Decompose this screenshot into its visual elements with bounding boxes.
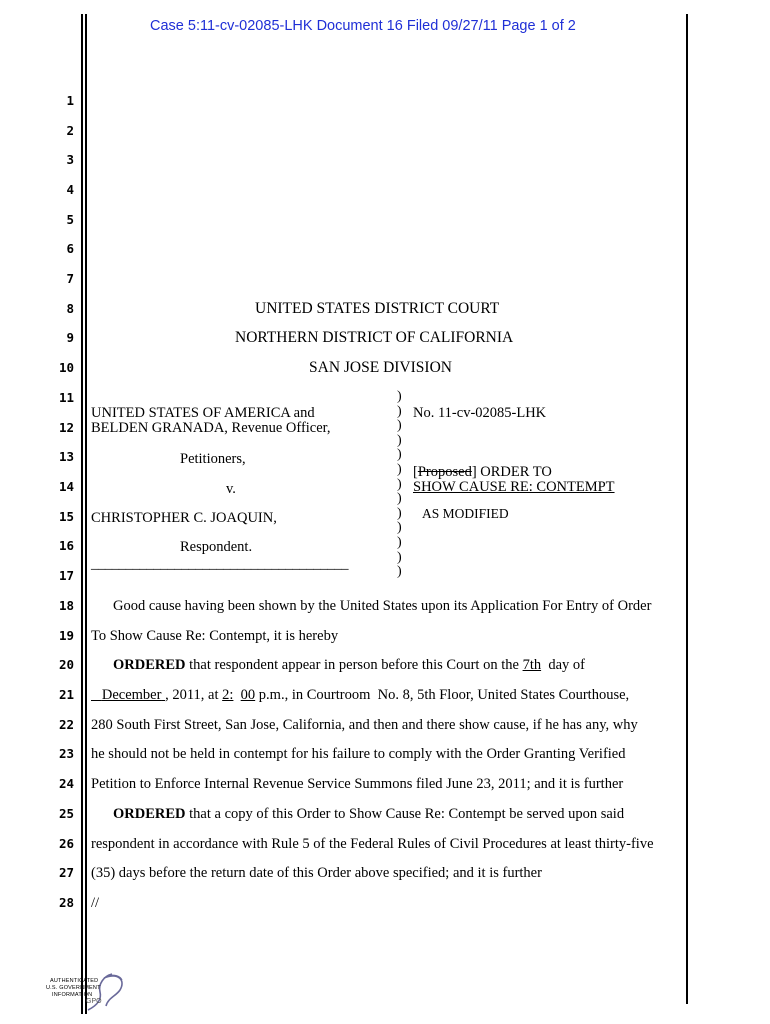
- line-number: 27: [58, 865, 74, 880]
- ordered-bold-2: ORDERED: [113, 806, 186, 822]
- caption-paren: ): [397, 432, 402, 448]
- line-number: 7: [66, 271, 74, 286]
- line-number: 8: [66, 301, 74, 316]
- title-struck-word: Proposed: [417, 464, 472, 480]
- order-line-27: (35) days before the return date of this Order above specified; and it is further: [91, 865, 542, 881]
- caption-paren: ): [397, 462, 402, 477]
- line-number: 24: [58, 776, 74, 791]
- line-number: 6: [66, 241, 74, 256]
- order-line-18: Good cause having been shown by the United States upon its Application For Entry of Order: [113, 598, 652, 614]
- seal-text-3: INFORMATION: [52, 992, 93, 998]
- order-line-19: To Show Cause Re: Contempt, it is hereby: [91, 628, 339, 644]
- caption-paren: ): [397, 476, 402, 492]
- l21-text-a: , 2011, at: [165, 687, 223, 703]
- order-line-22: 280 South First Street, San Jose, California, and then and there show cause, if he has any, why: [91, 717, 638, 733]
- l21-text-b: p.m., in Courtroom No. 8, 5th Floor, United States Courthouse,: [255, 687, 630, 703]
- line-number: 3: [66, 152, 74, 167]
- line-number: 25: [58, 806, 74, 821]
- seal-gpo-mark: GPO: [86, 998, 102, 1005]
- line-number: 28: [58, 895, 74, 910]
- line-number: 14: [58, 479, 74, 494]
- gpo-authentication-seal: [46, 970, 136, 1014]
- order-line-25: [113, 806, 624, 823]
- left-margin-rule-outer: [81, 14, 83, 1014]
- line-number: 16: [58, 538, 74, 553]
- respondent-name: CHRISTOPHER C. JOAQUIN,: [91, 510, 277, 526]
- line-number: 21: [58, 687, 74, 702]
- court-district: NORTHERN DISTRICT OF CALIFORNIA: [235, 329, 514, 346]
- line-number: 2: [66, 123, 74, 138]
- petitioners-label: Petitioners,: [180, 451, 246, 467]
- left-margin-rule-inner: [85, 14, 87, 1014]
- line-number: 17: [58, 568, 74, 583]
- versus: v.: [226, 481, 236, 497]
- petitioner-line-2: BELDEN GRANADA, Revenue Officer,: [91, 420, 331, 436]
- line-number: 19: [58, 628, 74, 643]
- case-number: No. 11-cv-02085-LHK: [413, 405, 547, 421]
- caption-paren: ): [397, 389, 402, 404]
- hearing-day: 7th: [522, 657, 542, 673]
- l20-text-a: that respondent appear in person before this Court on the: [185, 657, 523, 673]
- line-number: 12: [58, 420, 74, 435]
- l25-text: that a copy of this Order to Show Cause Re: Contempt be served upon said: [185, 806, 625, 822]
- line-number: 23: [58, 746, 74, 761]
- caption-paren: ): [397, 505, 402, 521]
- caption-paren: ): [397, 491, 402, 507]
- seal-text-2: U.S. GOVERNMENT: [46, 985, 101, 991]
- petitioner-line-1: UNITED STATES OF AMERICA and: [91, 405, 315, 421]
- line-number: 5: [66, 212, 74, 227]
- order-line-20: [113, 657, 585, 674]
- caption-paren: ): [397, 447, 402, 463]
- hearing-month: December: [101, 687, 162, 703]
- order-line-21: [91, 687, 629, 704]
- caption-paren: ): [397, 520, 402, 536]
- hearing-hour: 2:: [222, 687, 234, 703]
- order-line-24: Petition to Enforce Internal Revenue Service Summons filed June 23, 2011; and it is further: [91, 776, 624, 792]
- line-number: 4: [66, 182, 74, 197]
- line-number: 13: [58, 449, 74, 464]
- line-number: 1: [66, 93, 74, 108]
- order-line-28: //: [91, 895, 100, 911]
- line-number: 11: [58, 390, 74, 405]
- line-number: 20: [58, 657, 74, 672]
- title-open-bracket: [: [413, 464, 418, 480]
- caption-paren: ): [397, 549, 402, 565]
- order-line-23: he should not be held in contempt for his failure to comply with the Order Granting Verified: [91, 746, 626, 762]
- right-margin-rule: [686, 14, 688, 1004]
- ecf-header-stamp: Case 5:11-cv-02085-LHK Document 16 Filed 09/27/11 Page 1 of 2: [150, 18, 576, 34]
- caption-underline: _____________________________________: [91, 556, 349, 572]
- court-division: SAN JOSE DIVISION: [309, 359, 452, 376]
- line-number: 9: [66, 330, 74, 345]
- line-number: 15: [58, 509, 74, 524]
- hearing-minute: 00: [240, 687, 256, 703]
- title-close: ] ORDER TO: [471, 464, 552, 480]
- line-number: 10: [58, 360, 74, 375]
- caption-paren: ): [397, 535, 402, 550]
- l20-text-b: day of: [541, 657, 585, 673]
- ordered-bold-1: ORDERED: [113, 657, 186, 673]
- respondent-label: Respondent.: [180, 539, 253, 555]
- caption-paren: ): [397, 418, 402, 434]
- line-number: 26: [58, 836, 74, 851]
- order-line-26: respondent in accordance with Rule 5 of the Federal Rules of Civil Procedures at least thirty-five: [91, 836, 654, 852]
- caption-paren: ): [397, 403, 402, 419]
- court-name: UNITED STATES DISTRICT COURT: [255, 300, 500, 317]
- as-modified-note: AS MODIFIED: [422, 506, 509, 521]
- line-number: 18: [58, 598, 74, 613]
- seal-text-1: AUTHENTICATED: [50, 978, 99, 984]
- line-number: 22: [58, 717, 74, 732]
- order-title-line-2: SHOW CAUSE RE: CONTEMPT: [413, 479, 615, 495]
- caption-paren: ): [397, 564, 402, 580]
